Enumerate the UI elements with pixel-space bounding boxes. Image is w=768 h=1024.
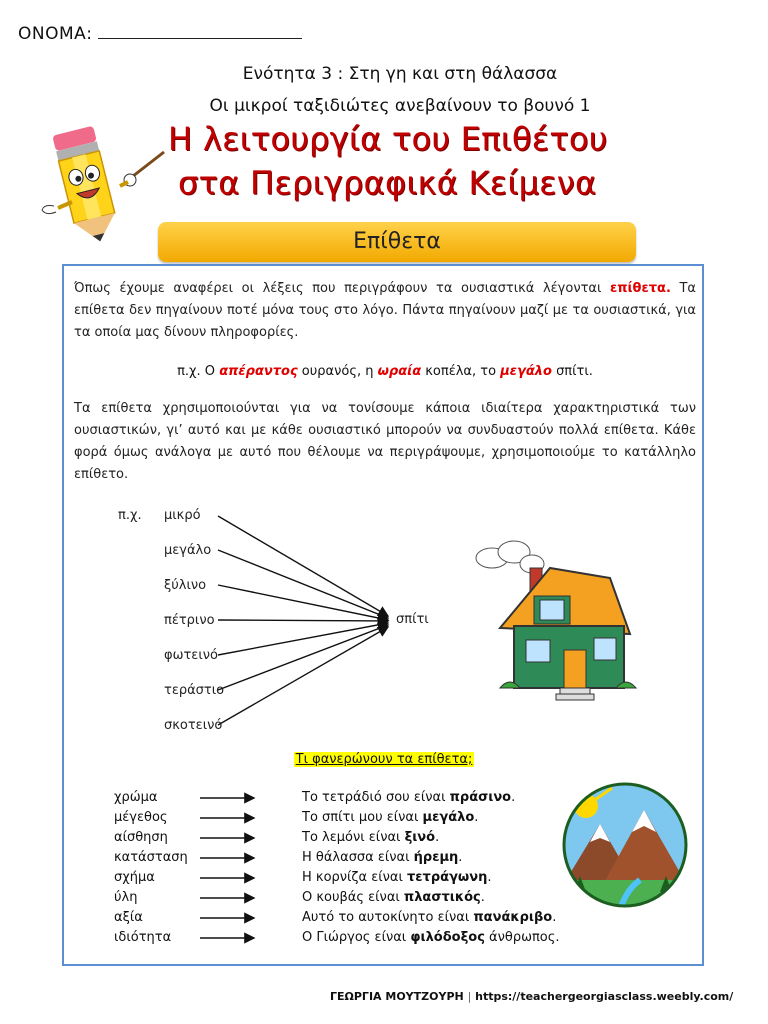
diagram-adjective: τεράστιο	[164, 683, 225, 698]
section-banner	[158, 222, 636, 262]
meaning-sentence: Η θάλασσα είναι ήρεμη.	[302, 850, 463, 865]
diagram-arrows	[200, 500, 400, 740]
example-text-1: ουρανός, η	[297, 364, 378, 379]
footer-separator: |	[467, 990, 472, 1003]
diagram-adjective: πέτρινο	[164, 613, 215, 628]
pencil-mascot-illustration	[36, 118, 166, 250]
meaning-category: αξία	[114, 910, 143, 925]
example-suffix: σπίτι.	[551, 364, 593, 379]
meaning-sentence: Το τετράδιό σου είναι πράσινο.	[302, 790, 516, 805]
example-text-2: κοπέλα, το	[421, 364, 501, 379]
example-adjective-3: μεγάλο	[500, 364, 552, 379]
main-title-line1: Η λειτουργία του Επιθέτου	[168, 120, 608, 158]
lesson-heading: Οι μικροί ταξιδιώτες ανεβαίνουν το βουνό 1	[209, 96, 591, 116]
diagram-adjective: ξύλινο	[164, 578, 207, 593]
meaning-sentence: Αυτό το αυτοκίνητο είναι πανάκριβο.	[302, 910, 557, 925]
meaning-sentence: Ο κουβάς είναι πλαστικός.	[302, 890, 485, 905]
example-sentence	[74, 364, 696, 379]
name-field	[18, 24, 302, 44]
unit-heading: Ενότητα 3 : Στη γη και στη θάλασσα	[242, 64, 558, 84]
footer	[330, 990, 733, 1003]
diagram-adjective: μεγάλο	[164, 543, 212, 558]
meaning-arrows	[196, 788, 260, 952]
meaning-category: ύλη	[114, 890, 138, 905]
name-label: ΟΝΟΜΑ:	[18, 24, 93, 44]
meaning-sentence: Η κορνίζα είναι τετράγωνη.	[302, 870, 492, 885]
example-adjective-2: ωραία	[377, 364, 422, 379]
main-title-line2: στα Περιγραφικά Κείμενα	[178, 164, 597, 202]
diagram-adjective: φωτεινό	[164, 648, 218, 663]
banner-label: Επίθετα	[353, 229, 441, 254]
meaning-category: ιδιότητα	[114, 930, 172, 945]
diagram-noun: σπίτι	[396, 612, 429, 627]
intro-text-2: Τα επίθετα δεν πηγαίνουν ποτέ μόνα τους στο λόγο. Πάντα πηγαίνουν μαζί με τα ουσιαστικά, για τα οποία μας δίνουν πληροφορίες.	[74, 281, 696, 340]
name-blank-line[interactable]	[98, 24, 302, 39]
question-label: Τι φανερώνουν τα επίθετα;	[295, 752, 473, 767]
meaning-category: χρώμα	[114, 790, 158, 805]
diagram-adjective: μικρό	[164, 508, 201, 523]
diagram-prefix: π.χ.	[118, 508, 142, 523]
meaning-category: αίσθηση	[114, 830, 168, 845]
usage-paragraph: Τα επίθετα χρησιμοποιούνται για να τονίσουμε κάποια ιδιαίτερα χαρακτηριστικά των ουσιαστικών, γι’ αυτό και με κάθε ουσιαστικό μπορούν να συνδυαστούν πολλά επίθετα. Κάθε φορά όμως ανάλογα με αυτό που θέλουμε να περιγράψουμε, χρησιμοποιούμε το κατάλληλο επίθετο.	[74, 401, 696, 482]
meaning-sentence: Το λεμόνι είναι ξινό.	[302, 830, 440, 845]
mountain-illustration	[560, 780, 690, 910]
question-heading	[0, 752, 768, 767]
meaning-sentence: Το σπίτι μου είναι μεγάλο.	[302, 810, 479, 825]
example-adjective-1: απέραντος	[219, 364, 298, 379]
meaning-category: κατάσταση	[114, 850, 188, 865]
intro-highlight: επίθετα.	[609, 281, 671, 296]
house-illustration	[470, 538, 640, 708]
intro-text-1: Όπως έχουμε αναφέρει οι λέξεις που περιγράφουν τα ουσιαστικά λέγονται	[74, 281, 610, 296]
footer-author: ΓΕΩΡΓΙΑ ΜΟΥΤΖΟΥΡΗ	[330, 990, 464, 1003]
meaning-category: μέγεθος	[114, 810, 168, 825]
example-prefix: π.χ. Ο	[177, 364, 220, 379]
meaning-category: σχήμα	[114, 870, 155, 885]
footer-url-link[interactable]: https://teachergeorgiasclass.weebly.com/	[475, 990, 734, 1003]
diagram-adjective: σκοτεινό	[164, 718, 223, 733]
intro-paragraph	[74, 278, 696, 344]
meaning-sentence: Ο Γιώργος είναι φιλόδοξος άνθρωπος.	[302, 930, 560, 945]
